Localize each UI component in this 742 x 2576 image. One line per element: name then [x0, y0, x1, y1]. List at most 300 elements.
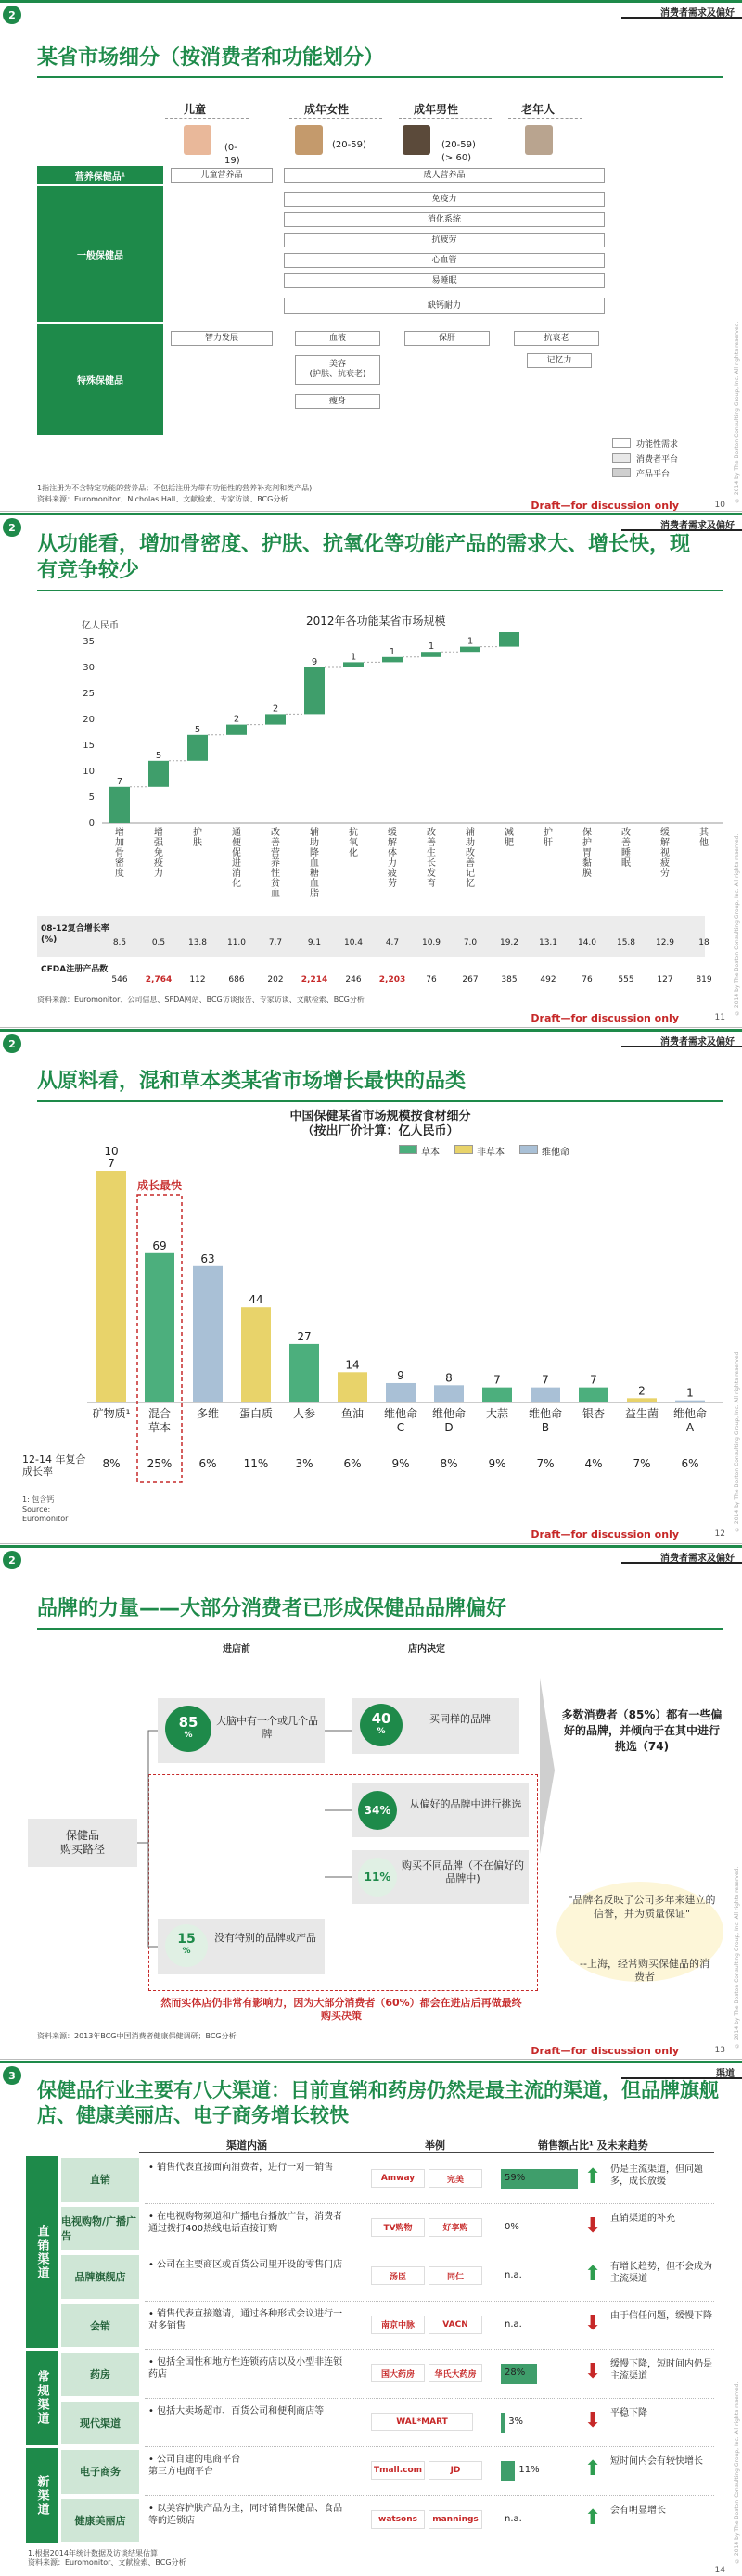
slide-brand-power [0, 1545, 742, 2060]
cagr-value: 11% [243, 1457, 269, 1470]
brand-logo: 南京中脉 [371, 2316, 425, 2334]
legend-herbal: 草本 [421, 1148, 440, 1158]
category-label: 养 [271, 858, 280, 869]
bar-value-label: 2 [638, 1384, 646, 1398]
category-label: 疫 [154, 858, 163, 869]
bar-value-label: 7 [116, 776, 123, 787]
category-label: 益生菌 [624, 1407, 659, 1420]
bar-value-label: 1 [389, 646, 396, 657]
cagr-value: 13.1 [538, 938, 558, 947]
cfda-value: 2,214 [301, 975, 328, 984]
channel-name: 电视购物/广播广告 [61, 2207, 139, 2251]
cfda-value: 2,764 [145, 975, 173, 984]
category-label: 氧 [349, 838, 358, 848]
copyright: © 2014 by The Boston Consulting Group, Inc. All rights reserved. [734, 833, 740, 1016]
cfda-value: 202 [267, 975, 284, 984]
pct-a-suffix: % [184, 1731, 193, 1740]
draft-label: Draft—for discussion only [531, 1529, 679, 1541]
brand-logo: JD [429, 2461, 482, 2480]
brand-logo: 同仁 [429, 2266, 482, 2285]
brand-logo: 完美 [429, 2169, 482, 2188]
cagr-value: 10.9 [421, 938, 441, 947]
cfda-value: 546 [111, 975, 128, 984]
pct-b-value: 40 [371, 1710, 391, 1727]
channel-name: 电子商务 [61, 2450, 139, 2494]
preferred-text: 从偏好的品牌中进行挑选 [409, 1798, 522, 1810]
category-label: 维他命 [528, 1407, 563, 1420]
adult-female-photo [295, 125, 323, 155]
channel-desc: • 销售代表直接邀请，通过各种形式会议进行一对多销售 [148, 2308, 343, 2331]
special-intellect: 智力发展 [171, 331, 273, 346]
general-immunity: 免疫力 [284, 192, 605, 207]
column-in-store: 店内决定 [408, 1644, 445, 1655]
y-tick: 0 [88, 818, 95, 829]
brand-logo: 华氏大药房 [429, 2364, 482, 2382]
ingredient-bar [482, 1388, 512, 1402]
general-anti-fatigue: 抗疲劳 [284, 233, 605, 247]
bar-value-label: 5 [155, 750, 162, 761]
slide-tag: 消费者需求及偏好 [660, 8, 735, 19]
category-label: 黏 [582, 858, 592, 869]
trend-note: 短时间内会有较快增长 [610, 2456, 703, 2467]
category-label: 草本 [147, 1421, 172, 1434]
cagr-value: 3% [295, 1457, 313, 1470]
category-label: 膜 [582, 869, 592, 879]
slide-number-badge: 3 [3, 2066, 21, 2085]
group-adult-female: 成年女性 [304, 103, 350, 116]
category-label: 解 [388, 838, 397, 848]
waterfall-bar [421, 652, 441, 657]
cfda-value: 246 [345, 975, 362, 984]
slide-number-badge: 2 [3, 1034, 21, 1053]
bar-value-label: 9 [397, 1368, 404, 1382]
slide-channels [0, 2061, 742, 2576]
category-label: 免 [154, 848, 163, 858]
source-note: 资料来源：Euromonitor、公司信息、SFDA网站、BCG访谈报告、专家访谈、文献检索、BCG分析 [37, 996, 365, 1004]
channel-desc: • 包括大卖场超市、百货公司和便利商店等 [148, 2405, 325, 2417]
column-before-store: 进店前 [223, 1644, 250, 1655]
category-label: 善 [271, 838, 280, 848]
category-label: B [541, 1421, 550, 1434]
page-number: 10 [714, 501, 725, 510]
ingredient-bar [434, 1385, 464, 1402]
cagr-value: 7.0 [463, 938, 478, 947]
trend-note: 会有明显增长 [610, 2505, 666, 2516]
ingredient-bar-chart [0, 1032, 742, 1544]
cagr-label: 12-14 年复合成长率 [22, 1453, 86, 1478]
category-label: 强 [154, 838, 163, 848]
cagr-value: 6% [198, 1457, 217, 1470]
cfda-value: 267 [462, 975, 479, 984]
waterfall-bar [265, 714, 286, 724]
cagr-value: 7% [633, 1457, 651, 1470]
brand-logo: 汤臣 [371, 2266, 425, 2285]
cagr-value: 7% [536, 1457, 555, 1470]
bar-value-label: 1 [686, 1386, 694, 1400]
bar-value-label: 7 [108, 1157, 115, 1170]
copyright: © 2014 by The Boston Consulting Group, Inc. All rights reserved. [734, 1866, 740, 2049]
bar-value-label: 27 [297, 1329, 312, 1343]
y-tick: 10 [83, 767, 95, 777]
ingredient-bar [289, 1344, 319, 1402]
channel-desc: • 在电视购物频道和广播电台播放广告，消费者通过拨打400热线电话直接订购 [148, 2211, 343, 2234]
slide-title: 保健品行业主要有八大渠道：目前直销和药房仍然是最主流的渠道，但品牌旗舰店、健康美丽店、电子商务增长较快 [37, 2079, 719, 2126]
cfda-value: 76 [582, 975, 593, 984]
share-value: n.a. [505, 2513, 522, 2524]
share-value: 28% [505, 2367, 526, 2378]
trend-note: 缓慢下降，短时间内仍是主流渠道 [610, 2359, 712, 2381]
channel-name: 会销 [61, 2304, 139, 2348]
category-label: 化 [232, 879, 241, 889]
channel-desc: • 以美容护肤产品为主，同时销售保健品、食品等的连锁店 [148, 2503, 343, 2526]
age-adult-male: (20-59) [441, 140, 476, 150]
category-label: 他 [699, 838, 709, 848]
draft-label: Draft—for discussion only [531, 500, 679, 512]
waterfall-bar [226, 725, 247, 735]
slide-tag: 消费者需求及偏好 [660, 521, 735, 531]
slide-title: 从功能看，增加骨密度、护肤、抗氧化等功能产品的需求大、增长快，现有竞争较少 [37, 533, 691, 582]
y-tick: 35 [83, 637, 95, 647]
footnote: 1: 包含钙 [22, 1495, 55, 1504]
category-label: A [685, 1421, 695, 1434]
divider [399, 118, 492, 119]
brand-aware-text: 大脑中有一个或几个品牌 [216, 1715, 318, 1740]
page-number: 12 [714, 1529, 725, 1539]
draft-label: Draft—for discussion only [531, 1012, 679, 1024]
cagr-value: 19.2 [499, 938, 519, 947]
divider [289, 118, 382, 119]
slide-tag: 消费者需求及偏好 [660, 1037, 735, 1047]
category-label: 忆 [466, 879, 475, 889]
category-label: 护 [544, 828, 553, 838]
slide-title: 品牌的力量——大部分消费者已形成保健品品牌偏好 [37, 1597, 507, 1620]
tag-underline [621, 17, 742, 19]
waterfall-bar [499, 632, 519, 647]
channel-group: 直销渠道 [26, 2156, 58, 2348]
channel-group: 常规渠道 [26, 2351, 58, 2445]
bar-value-label: 7 [590, 1373, 597, 1387]
cfda-value: 555 [618, 975, 634, 984]
category-label: 生 [427, 848, 436, 858]
share-value: 59% [505, 2173, 526, 2183]
title-rule [37, 76, 723, 78]
trend-down-icon: ⬇ [584, 2408, 602, 2432]
category-label: 维他命 [431, 1407, 467, 1420]
cfda-value: 385 [501, 975, 518, 984]
category-label: 矿物质¹ [92, 1407, 131, 1420]
category-label: 护 [193, 828, 202, 838]
no-brand-text: 没有特别的品牌或产品 [214, 1932, 316, 1944]
cfda-value: 76 [426, 975, 437, 984]
trend-note: 直销渠道的补充 [610, 2213, 675, 2224]
cagr-value: 25% [147, 1457, 173, 1470]
share-value: n.a. [505, 2270, 522, 2280]
bar-value-label: 1 [467, 636, 474, 647]
category-label: 力 [388, 858, 397, 869]
category-label: 骨 [115, 848, 124, 858]
chart-title: 2012年各功能某省市场规模 [306, 615, 446, 628]
category-label: 血 [310, 879, 319, 889]
cagr-value: 8% [440, 1457, 458, 1470]
category-label: 辅 [466, 828, 475, 838]
same-brand-text: 买同样的品牌 [429, 1713, 491, 1725]
purchase-path: 保健品 购买路径 [28, 1819, 137, 1867]
elderly-photo [525, 125, 553, 155]
ingredient-bar [96, 1171, 126, 1402]
copyright: © 2014 by The Boston Consulting Group, Inc. All rights reserved. [734, 1350, 740, 1532]
channel-name: 品牌旗舰店 [61, 2255, 139, 2299]
row-divider [145, 2446, 714, 2447]
row-special: 特殊保健品 [37, 324, 163, 435]
general-calcium: 缺钙耐力 [284, 298, 605, 314]
category-label: 力 [154, 869, 163, 879]
source-note: Source: Euromonitor [22, 1505, 69, 1523]
category-label: 视 [660, 848, 670, 858]
share-value: 11% [518, 2465, 540, 2475]
divider [165, 118, 249, 119]
bar-value-label: 8 [445, 1371, 453, 1385]
category-label: 增 [115, 828, 124, 838]
cfda-value: 2,203 [378, 975, 406, 984]
cfda-value: 127 [657, 975, 673, 984]
ingredient-bar [386, 1383, 416, 1402]
slide-market-segmentation [0, 0, 742, 512]
bar-value-label: 1 [428, 641, 435, 653]
row-divider [145, 2495, 714, 2496]
share-value: n.a. [505, 2318, 522, 2329]
channel-desc: • 销售代表直接面向消费者，进行一对一销售 [148, 2163, 334, 2173]
trend-note: 有增长趋势，但不会成为主流渠道 [610, 2262, 712, 2284]
legend-nonherbal: 非草本 [477, 1148, 505, 1158]
brand-logo: WAL*MART [371, 2413, 473, 2431]
bar-value-label: 63 [200, 1251, 215, 1265]
category-label: 度 [115, 869, 124, 879]
page-number: 11 [714, 1013, 725, 1022]
waterfall-chart [74, 632, 723, 910]
category-label: 血 [271, 889, 280, 899]
cagr-row-label: 08-12复合增长率(%) [41, 924, 109, 945]
special-blood: 血液 [295, 331, 380, 346]
category-label: 通 [232, 828, 241, 838]
cagr-value: 11.0 [226, 938, 247, 947]
category-label: 改 [621, 828, 631, 838]
age-elderly-indicator: (> 60) [441, 153, 472, 163]
bar-value-label: 7 [493, 1373, 501, 1387]
brand-logo: watsons [371, 2510, 425, 2529]
slide-number-badge: 2 [3, 518, 21, 537]
source-note: 资料来源：Euromonitor、Nicholas Hall、文献检索、专家访谈、BCG分析 [37, 495, 288, 503]
copyright: © 2014 by The Boston Consulting Group, Inc. All rights reserved. [734, 2381, 740, 2564]
child-photo [184, 125, 211, 155]
legend-functional: 功能性需求 [636, 440, 679, 450]
copyright: © 2014 by The Boston Consulting Group, Inc. All rights reserved. [734, 321, 740, 503]
y-tick: 25 [83, 689, 95, 699]
slide-tag: 消费者需求及偏好 [660, 1554, 735, 1564]
ingredient-bar [145, 1253, 174, 1402]
special-slimming: 瘦身 [295, 394, 380, 409]
category-label: 长 [427, 858, 436, 869]
col-header-desc: 渠道内涵 [226, 2139, 267, 2151]
pct-a-value: 85 [178, 1714, 198, 1731]
y-tick: 5 [88, 793, 95, 803]
category-label: 密 [115, 858, 124, 869]
trend-note: 平稳下降 [610, 2407, 647, 2418]
category-label: 肝 [544, 838, 553, 848]
channel-name: 直销 [61, 2158, 139, 2202]
channel-name: 健康美丽店 [61, 2499, 139, 2543]
special-anti-aging: 抗衰老 [514, 331, 599, 346]
pct-e-value: 15 [177, 1932, 196, 1947]
slide-number-badge: 2 [3, 6, 21, 24]
special-memory: 记忆力 [527, 353, 592, 368]
category-label: 助 [466, 838, 475, 848]
channel-name: 现代渠道 [61, 2402, 139, 2445]
cfda-value: 686 [228, 975, 245, 984]
category-label: 抗 [349, 828, 358, 838]
slide-ingredient-chart [0, 1029, 742, 1544]
bar-value-label: 7 [542, 1373, 549, 1387]
category-label: 人参 [292, 1407, 316, 1420]
pct-c-circle: 34% [358, 1791, 397, 1830]
category-label: 缓 [388, 828, 397, 838]
share-value: 3% [508, 2416, 524, 2427]
category-label: 鱼油 [340, 1407, 365, 1420]
category-label: 保 [582, 828, 592, 838]
group-children: 儿童 [184, 103, 207, 116]
waterfall-bar [343, 662, 364, 667]
waterfall-bar [304, 667, 325, 714]
page-number: 14 [714, 2566, 725, 2575]
trend-up-icon: ⬆ [584, 2165, 602, 2189]
row-nutrition: 营养保健品¹ [37, 166, 163, 184]
cagr-value: 14.0 [577, 938, 597, 947]
legend-swatch-consumer [612, 453, 631, 463]
callout-fastest: 成长最快 [136, 1179, 183, 1192]
channel-desc: • 公司在主要商区或百货公司里开设的零售门店 [148, 2260, 343, 2270]
cagr-value: 4% [584, 1457, 603, 1470]
share-bar [501, 2461, 515, 2481]
cfda-value: 112 [189, 975, 206, 984]
slide-number-badge: 2 [3, 1551, 21, 1569]
category-label: 胃 [582, 848, 592, 858]
category-label: 眠 [621, 858, 631, 869]
legend-swatch-functional [612, 438, 631, 448]
category-label: 改 [271, 828, 280, 838]
category-label: 进 [232, 858, 241, 869]
category-label: 助 [310, 838, 319, 848]
legend-swatch-product [612, 468, 631, 477]
category-label: 辅 [310, 828, 319, 838]
quote-attribution: --上海，经常购买保健品的消费者 [580, 1958, 710, 1983]
ingredient-bar [627, 1398, 657, 1402]
category-label: 缓 [660, 828, 670, 838]
pct-d-circle: 11% [358, 1858, 397, 1897]
waterfall-bar [187, 735, 208, 761]
category-label: 促 [232, 848, 241, 858]
category-label: 善 [427, 838, 436, 848]
channel-name: 药房 [61, 2353, 139, 2396]
category-label: 消 [232, 869, 241, 879]
category-label: 睡 [621, 848, 631, 858]
channel-desc: • 公司自建的电商平台 第三方电商平台 [148, 2455, 241, 2477]
category-label: 减 [505, 828, 514, 838]
category-label: 降 [310, 848, 319, 858]
channel-group: 新渠道 [26, 2448, 58, 2543]
category-label: 记 [466, 869, 475, 879]
bar-value-label: 44 [249, 1293, 263, 1307]
legend-product: 产品平台 [636, 470, 671, 479]
cagr-value: 13.8 [187, 938, 208, 947]
trend-down-icon: ⬇ [584, 2214, 602, 2238]
age-children: (0-19) [224, 143, 240, 166]
chart-title: 中国保健某省市场规模按食材细分 （按出厂价计算：亿人民币） [289, 1110, 471, 1138]
bar-value-label: 10 [104, 1145, 119, 1158]
trend-up-icon: ⬆ [584, 2506, 602, 2530]
y-tick: 20 [83, 715, 95, 725]
cagr-value: 9.1 [307, 938, 322, 947]
group-adult-male: 成年男性 [414, 103, 459, 116]
category-label: 疲 [660, 858, 670, 869]
general-cardio: 心血管 [284, 253, 605, 268]
adult-male-photo [403, 125, 430, 155]
title-rule [37, 590, 723, 591]
category-label: 改 [466, 848, 475, 858]
row-divider [145, 2398, 714, 2399]
brand-logo: 好享购 [429, 2218, 482, 2237]
brand-logo: TV购物 [371, 2218, 425, 2237]
category-label: 加 [115, 838, 124, 848]
legend-vitamin: 维他命 [542, 1148, 569, 1158]
category-label: 其 [699, 828, 709, 838]
waterfall-bar [460, 647, 480, 653]
category-label: 育 [427, 879, 436, 889]
cagr-value: 8% [102, 1457, 121, 1470]
brand-logo: Tmall.com [371, 2461, 425, 2480]
cfda-value: 819 [696, 975, 712, 984]
slide-title: 从原料看，混和草本类某省市场增长最快的品类 [37, 1070, 467, 1093]
age-adult-female: (20-59) [332, 140, 366, 150]
category-label: 维他命 [672, 1407, 708, 1420]
category-label: 增 [154, 828, 163, 838]
y-tick: 30 [83, 663, 95, 673]
row-divider [145, 2203, 714, 2204]
category-label: 维他命 [383, 1407, 418, 1420]
category-label: 肥 [505, 838, 514, 848]
cagr-row-bg [37, 916, 705, 957]
trend-down-icon: ⬇ [584, 2360, 602, 2383]
category-label: 护 [582, 838, 592, 848]
waterfall-bar [148, 761, 169, 787]
category-label: 性 [271, 869, 280, 879]
general-digestion: 消化系统 [284, 212, 605, 227]
brand-logo: mannings [429, 2510, 482, 2529]
cagr-value: 6% [343, 1457, 362, 1470]
ingredient-bar [241, 1307, 271, 1402]
category-label: 发 [427, 869, 436, 879]
special-liver: 保肝 [404, 331, 490, 346]
pct-b-suffix: % [377, 1727, 386, 1736]
category-label: C [396, 1421, 405, 1434]
special-beauty: 美容 (护肤、抗衰老) [295, 355, 380, 385]
slide-title: 某省市场细分（按消费者和功能划分） [37, 46, 385, 70]
general-sleep: 易睡眠 [284, 273, 605, 288]
y-tick: 15 [83, 741, 95, 751]
brand-logo: Amway [371, 2169, 425, 2188]
cagr-value: 7.7 [268, 938, 283, 947]
cfda-value: 492 [540, 975, 556, 984]
consumer-quote: "品牌名反映了公司多年来建立的信誉，并为质量保证" [568, 1894, 716, 1920]
row-divider [145, 2349, 714, 2350]
